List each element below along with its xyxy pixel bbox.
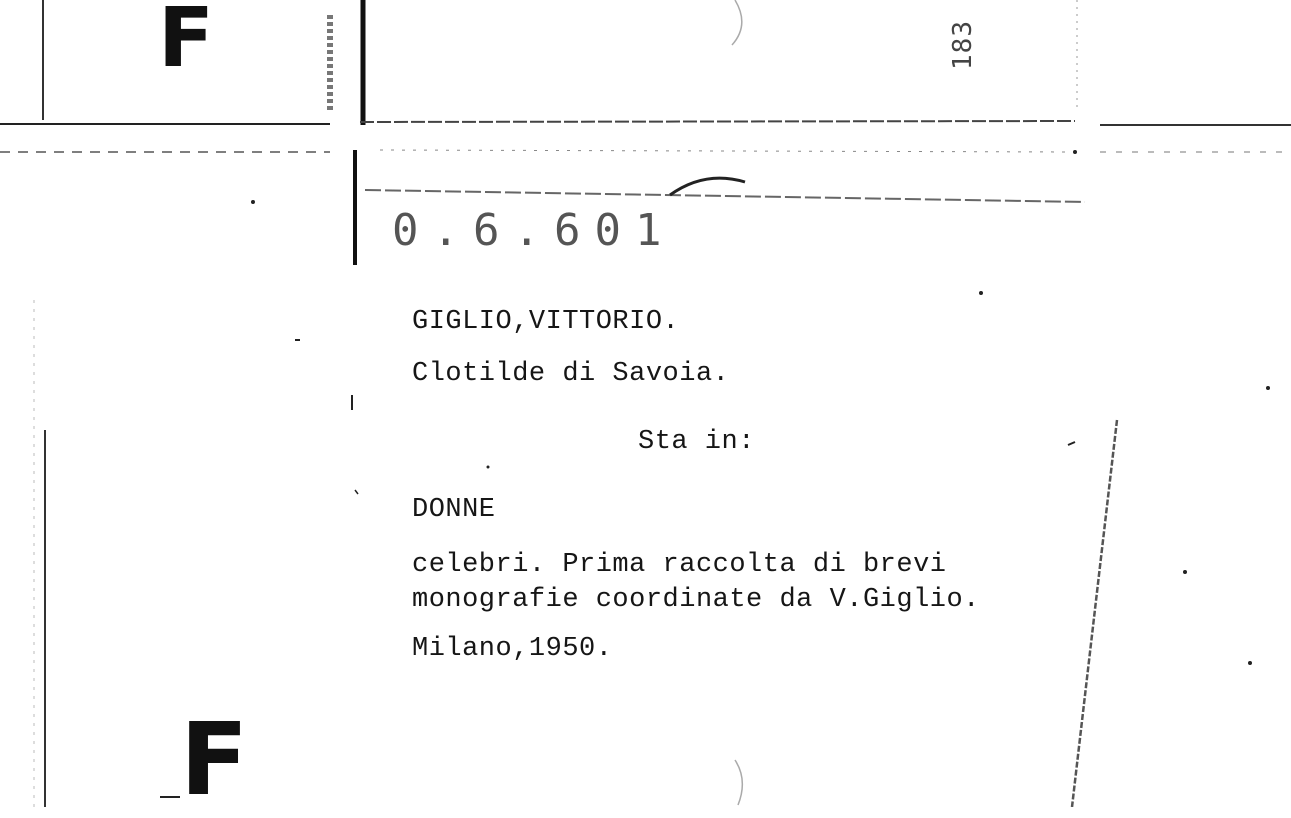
card-letter-top: F xyxy=(158,0,215,86)
host-description-line-1: celebri. Prima raccolta di brevi xyxy=(412,550,947,580)
host-title: DONNE xyxy=(412,495,496,525)
vertical-stamp: 183 xyxy=(948,20,978,70)
imprint: Milano,1950. xyxy=(412,634,613,664)
card-letter-bottom: F xyxy=(180,701,249,818)
host-description-line-2: monografie coordinate da V.Giglio. xyxy=(412,585,980,615)
work-title: Clotilde di Savoia. xyxy=(412,359,730,389)
author-heading: GIGLIO,VITTORIO. xyxy=(412,307,680,337)
contained-in-label: Sta in: xyxy=(638,427,755,457)
shelf-mark: 0.6.601 xyxy=(392,205,676,256)
